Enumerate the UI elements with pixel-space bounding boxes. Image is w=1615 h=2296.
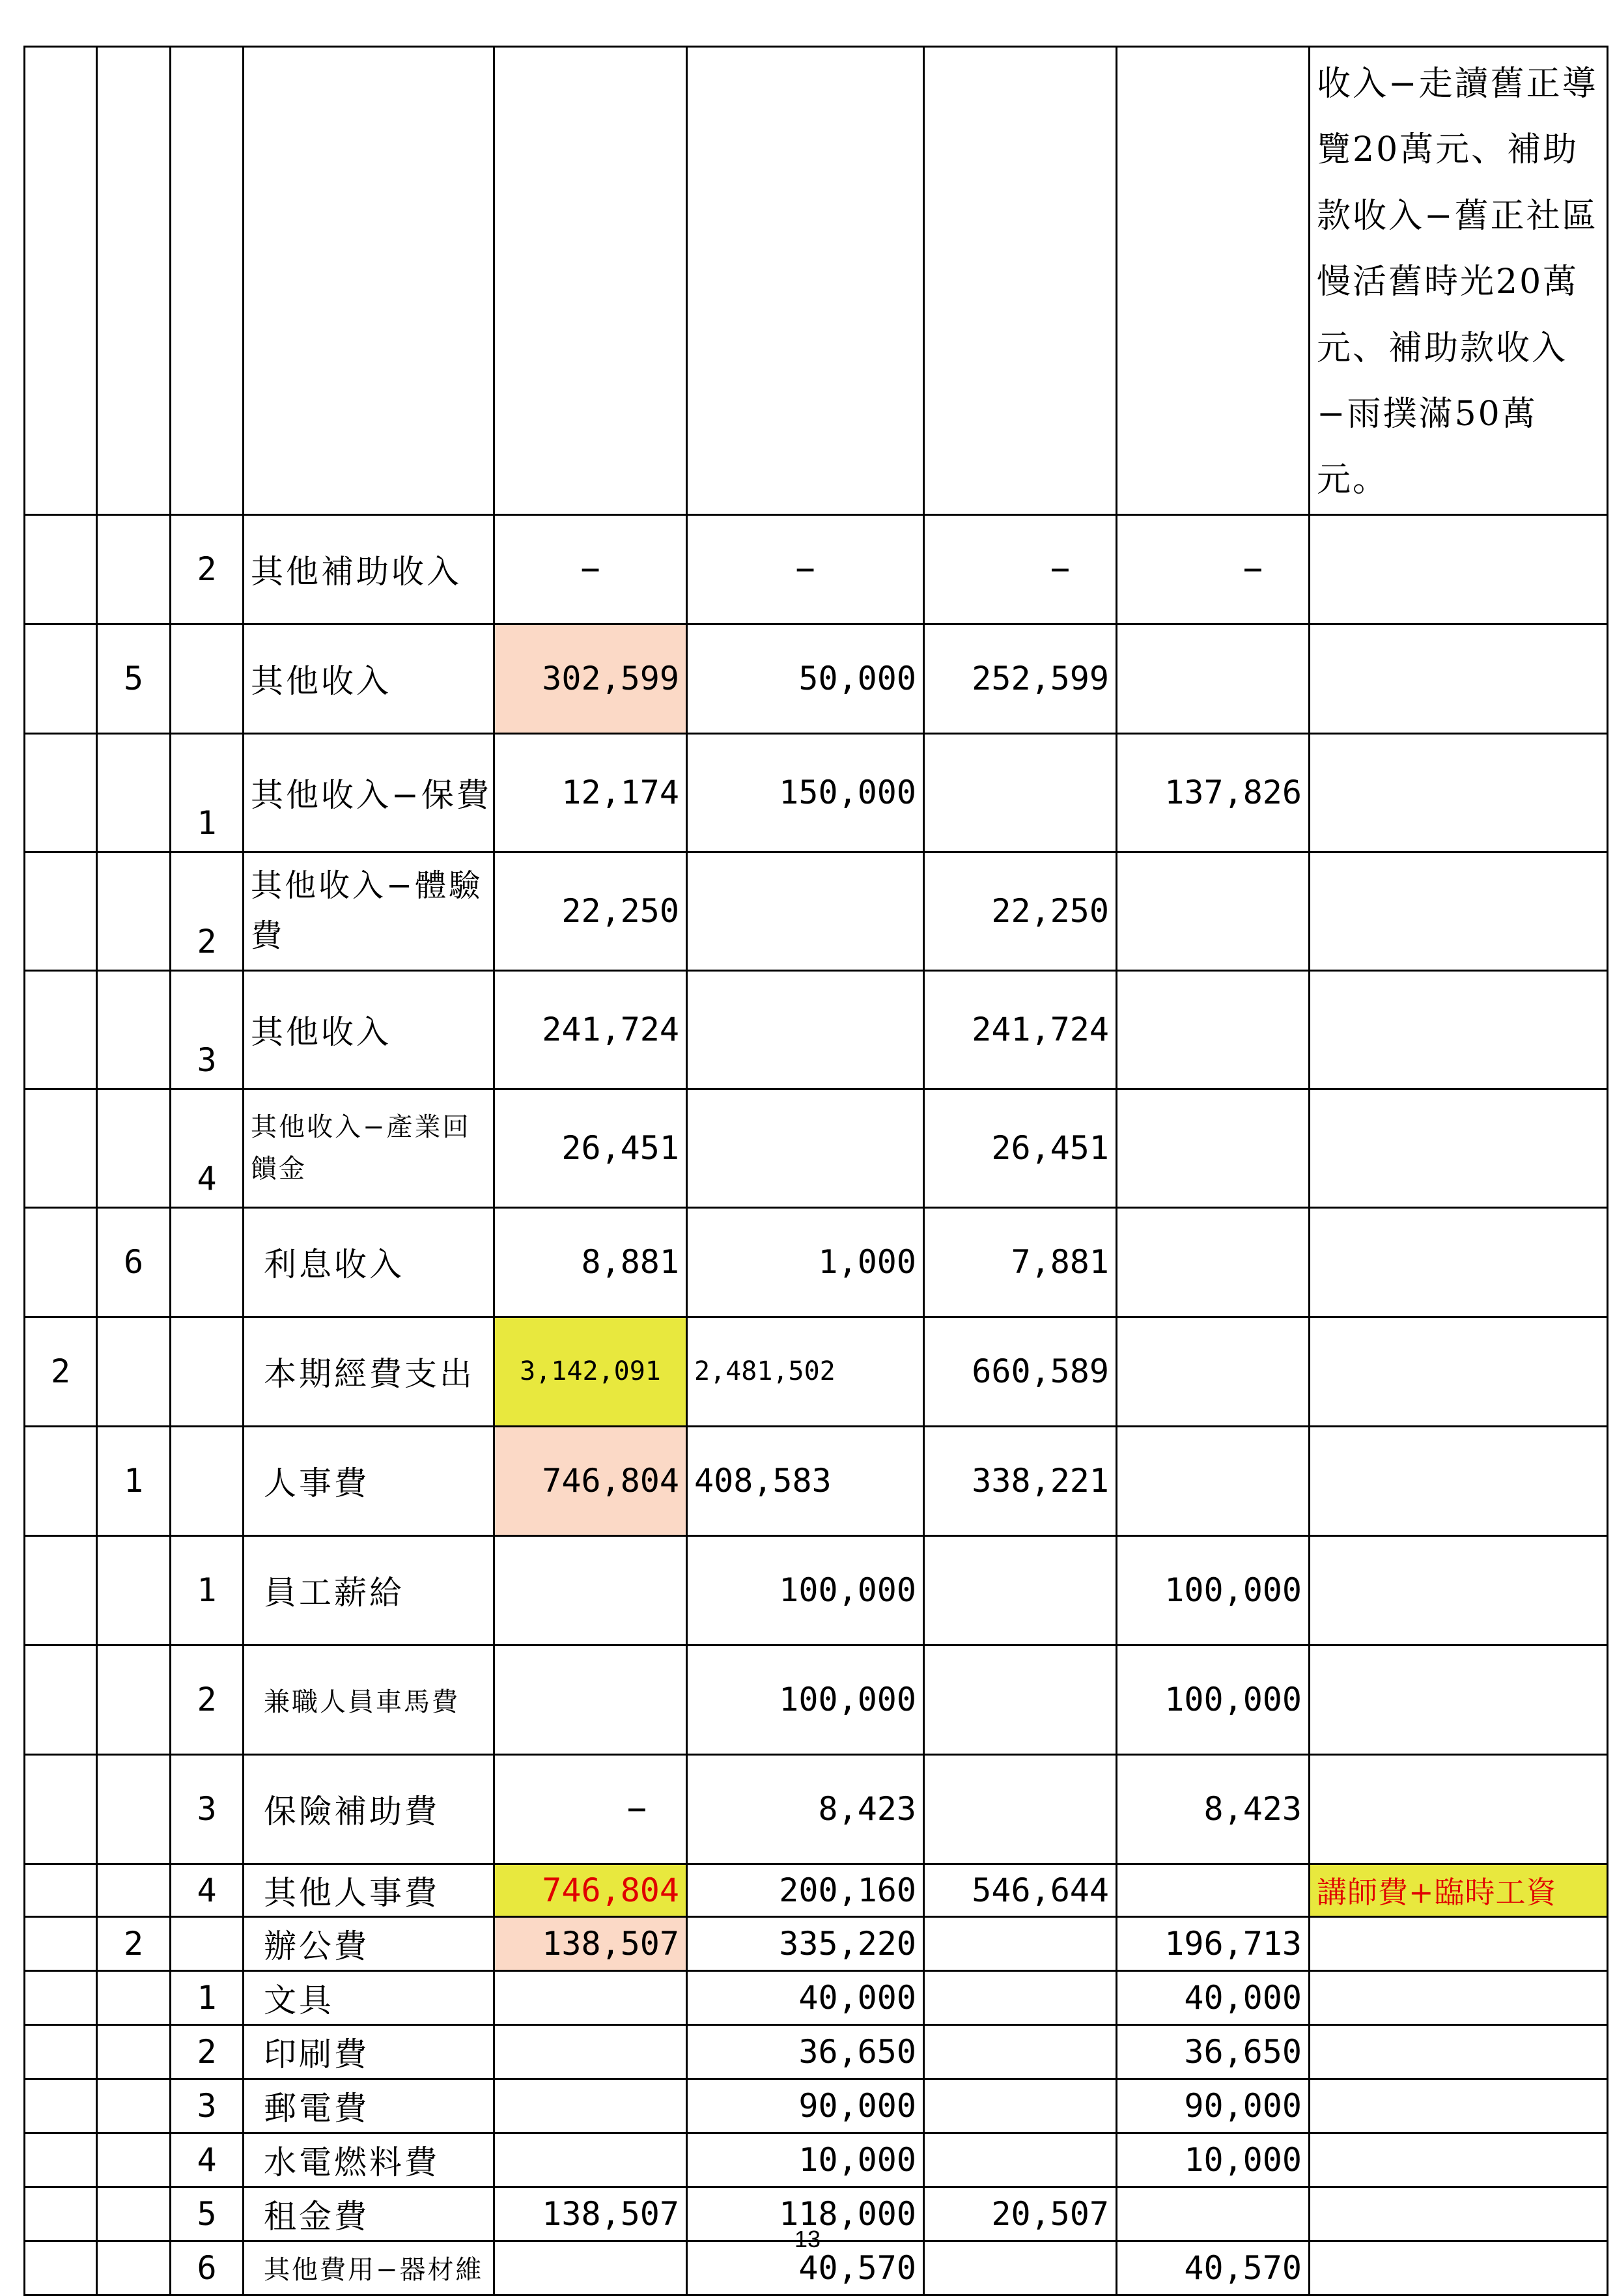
amount-cell: 338,221	[924, 1426, 1117, 1535]
level2-cell	[97, 514, 171, 624]
amount-cell	[494, 2133, 687, 2187]
item-name-cell: 文具	[244, 1970, 494, 2024]
level3-cell	[171, 1317, 244, 1426]
amount-cell: 40,570	[687, 2241, 924, 2295]
note-cell	[1310, 2133, 1608, 2187]
item-name-cell: 其他收入−產業回饋金	[244, 1089, 494, 1207]
amount-cell	[1117, 970, 1310, 1089]
amount-cell: 3,142,091	[494, 1317, 687, 1426]
item-name-cell: 其他補助收入	[244, 514, 494, 624]
level2-cell	[97, 2079, 171, 2133]
amount-cell: 100,000	[687, 1645, 924, 1754]
level2-cell	[97, 733, 171, 852]
amount-cell: 10,000	[1117, 2133, 1310, 2187]
note-cell	[1310, 733, 1608, 852]
item-name-cell: 其他收入	[244, 970, 494, 1089]
amount-cell: 746,804	[494, 1426, 687, 1535]
amount-cell: 118,000	[687, 2187, 924, 2241]
level1-cell	[25, 970, 97, 1089]
amount-cell	[924, 2024, 1117, 2079]
amount-cell	[1117, 852, 1310, 970]
amount-cell	[924, 1970, 1117, 2024]
level3-cell: 5	[171, 2187, 244, 2241]
level2-cell	[97, 2133, 171, 2187]
level2-cell	[97, 852, 171, 970]
item-name-cell	[244, 47, 494, 515]
table-row	[25, 624, 1608, 733]
amount-cell: 36,650	[1117, 2024, 1310, 2079]
level3-cell: 4	[171, 2133, 244, 2187]
amount-cell	[924, 1754, 1117, 1864]
amount-cell: 10,000	[687, 2133, 924, 2187]
amount-cell: 22,250	[494, 852, 687, 970]
level3-cell: 2	[171, 1645, 244, 1754]
level1-cell	[25, 1207, 97, 1317]
amount-cell	[687, 1089, 924, 1207]
level3-cell	[171, 624, 244, 733]
level3-cell: 1	[171, 733, 244, 852]
note-cell	[1310, 970, 1608, 1089]
level3-cell: 6	[171, 2241, 244, 2295]
table-row	[25, 1864, 1608, 1916]
amount-cell	[924, 47, 1117, 515]
item-name-cell: 兼職人員車馬費	[244, 1645, 494, 1754]
item-name-cell: 其他收入−體驗費	[244, 852, 494, 970]
item-name-cell: 印刷費	[244, 2024, 494, 2079]
level1-cell	[25, 47, 97, 515]
amount-cell	[687, 47, 924, 515]
amount-cell	[1117, 1207, 1310, 1317]
amount-cell: 746,804	[494, 1864, 687, 1916]
note-cell	[1310, 624, 1608, 733]
level1-cell	[25, 1426, 97, 1535]
amount-cell: −	[494, 1754, 687, 1864]
amount-cell: 100,000	[687, 1535, 924, 1645]
amount-cell	[924, 1645, 1117, 1754]
amount-cell: 408,583	[687, 1426, 924, 1535]
note-cell	[1310, 1207, 1608, 1317]
amount-cell: 100,000	[1117, 1535, 1310, 1645]
level2-cell	[97, 1089, 171, 1207]
amount-cell	[494, 2024, 687, 2079]
amount-cell: 40,000	[687, 1970, 924, 2024]
table-row	[25, 970, 1608, 1089]
amount-cell: 26,451	[494, 1089, 687, 1207]
level2-cell	[97, 970, 171, 1089]
item-name-cell: 郵電費	[244, 2079, 494, 2133]
table-row	[25, 1645, 1608, 1754]
amount-cell	[1117, 1089, 1310, 1207]
table-row	[25, 514, 1608, 624]
amount-cell: −	[687, 514, 924, 624]
amount-cell: 335,220	[687, 1916, 924, 1970]
level3-cell: 4	[171, 1089, 244, 1207]
amount-cell	[494, 1645, 687, 1754]
amount-cell	[494, 1535, 687, 1645]
level2-cell	[97, 1864, 171, 1916]
table-row	[25, 1426, 1608, 1535]
amount-cell: 100,000	[1117, 1645, 1310, 1754]
table-row	[25, 2079, 1608, 2133]
table-row	[25, 1754, 1608, 1864]
level3-cell: 1	[171, 1535, 244, 1645]
amount-cell: 8,881	[494, 1207, 687, 1317]
level2-cell	[97, 1754, 171, 1864]
table-row	[25, 1317, 1608, 1426]
level2-cell: 6	[97, 1207, 171, 1317]
amount-cell: −	[924, 514, 1117, 624]
amount-cell: 50,000	[687, 624, 924, 733]
table-row	[25, 1916, 1608, 1970]
amount-cell: 40,000	[1117, 1970, 1310, 2024]
level3-cell: 2	[171, 514, 244, 624]
level2-cell	[97, 1645, 171, 1754]
table-row	[25, 1970, 1608, 2024]
note-cell	[1310, 852, 1608, 970]
item-name-cell: 利息收入	[244, 1207, 494, 1317]
amount-cell: 90,000	[687, 2079, 924, 2133]
level2-cell: 2	[97, 1916, 171, 1970]
level3-cell	[171, 47, 244, 515]
table-row	[25, 2024, 1608, 2079]
amount-cell: −	[1117, 514, 1310, 624]
amount-cell	[1117, 1864, 1310, 1916]
level1-cell	[25, 1864, 97, 1916]
note-cell	[1310, 2024, 1608, 2079]
amount-cell: 8,423	[687, 1754, 924, 1864]
table-row	[25, 733, 1608, 852]
note-cell	[1310, 1426, 1608, 1535]
amount-cell	[687, 970, 924, 1089]
level1-cell: 2	[25, 1317, 97, 1426]
amount-cell: 302,599	[494, 624, 687, 733]
level3-cell	[171, 1426, 244, 1535]
amount-cell	[494, 47, 687, 515]
amount-cell	[924, 2133, 1117, 2187]
amount-cell: 660,589	[924, 1317, 1117, 1426]
table-row-continued	[25, 47, 1608, 515]
table-row	[25, 1535, 1608, 1645]
amount-cell	[924, 1916, 1117, 1970]
amount-cell: 26,451	[924, 1089, 1117, 1207]
amount-cell	[687, 852, 924, 970]
amount-cell: 90,000	[1117, 2079, 1310, 2133]
amount-cell: 1,000	[687, 1207, 924, 1317]
amount-cell	[924, 2079, 1117, 2133]
level2-cell	[97, 2024, 171, 2079]
level1-cell	[25, 1916, 97, 1970]
level1-cell	[25, 514, 97, 624]
level2-cell: 5	[97, 624, 171, 733]
level1-cell	[25, 2133, 97, 2187]
amount-cell: 22,250	[924, 852, 1117, 970]
note-cell	[1310, 1754, 1608, 1864]
item-name-cell: 人事費	[244, 1426, 494, 1535]
level1-cell	[25, 1970, 97, 2024]
note-cell	[1310, 514, 1608, 624]
item-name-cell: 其他收入−保費	[244, 733, 494, 852]
level3-cell: 3	[171, 2079, 244, 2133]
level2-cell: 1	[97, 1426, 171, 1535]
note-cell: 講師費+臨時工資	[1310, 1864, 1608, 1916]
item-name-cell: 其他費用−器材維	[244, 2241, 494, 2295]
amount-cell: 196,713	[1117, 1916, 1310, 1970]
level1-cell	[25, 1089, 97, 1207]
level1-cell	[25, 733, 97, 852]
amount-cell: 252,599	[924, 624, 1117, 733]
level1-cell	[25, 1535, 97, 1645]
level1-cell	[25, 852, 97, 970]
note-cell	[1310, 1317, 1608, 1426]
amount-cell: 40,570	[1117, 2241, 1310, 2295]
amount-cell: 137,826	[1117, 733, 1310, 852]
table-row	[25, 1089, 1608, 1207]
amount-cell: 36,650	[687, 2024, 924, 2079]
amount-cell: −	[494, 514, 687, 624]
level3-cell: 1	[171, 1970, 244, 2024]
amount-cell	[494, 1970, 687, 2024]
level1-cell	[25, 1645, 97, 1754]
item-name-cell: 保險補助費	[244, 1754, 494, 1864]
note-cell	[1310, 2079, 1608, 2133]
amount-cell	[1117, 1426, 1310, 1535]
level3-cell	[171, 1916, 244, 1970]
level3-cell	[171, 1207, 244, 1317]
table-row	[25, 852, 1608, 970]
amount-cell	[924, 733, 1117, 852]
level2-cell	[97, 1970, 171, 2024]
note-cell	[1310, 1916, 1608, 1970]
note-cell	[1310, 1645, 1608, 1754]
table-row	[25, 2133, 1608, 2187]
item-name-cell: 水電燃料費	[244, 2133, 494, 2187]
level1-cell	[25, 624, 97, 733]
amount-cell: 2,481,502	[687, 1317, 924, 1426]
note-cell	[1310, 1970, 1608, 2024]
item-name-cell: 其他人事費	[244, 1864, 494, 1916]
amount-cell: 12,174	[494, 733, 687, 852]
item-name-cell: 員工薪給	[244, 1535, 494, 1645]
amount-cell: 138,507	[494, 1916, 687, 1970]
table-row	[25, 1207, 1608, 1317]
page-number: 13	[794, 2226, 821, 2252]
amount-cell	[494, 2079, 687, 2133]
amount-cell	[924, 1535, 1117, 1645]
amount-cell	[1117, 47, 1310, 515]
note-cell	[1310, 1089, 1608, 1207]
amount-cell: 241,724	[924, 970, 1117, 1089]
level3-cell: 4	[171, 1864, 244, 1916]
budget-table	[23, 46, 1608, 2296]
level3-cell: 3	[171, 1754, 244, 1864]
note-cell	[1310, 1535, 1608, 1645]
amount-cell: 138,507	[494, 2187, 687, 2241]
level2-cell	[97, 47, 171, 515]
level2-cell	[97, 1317, 171, 1426]
level2-cell	[97, 1535, 171, 1645]
level3-cell: 2	[171, 2024, 244, 2079]
amount-cell: 8,423	[1117, 1754, 1310, 1864]
amount-cell: 546,644	[924, 1864, 1117, 1916]
amount-cell	[1117, 1317, 1310, 1426]
level3-cell: 3	[171, 970, 244, 1089]
level1-cell	[25, 2024, 97, 2079]
amount-cell: 200,160	[687, 1864, 924, 1916]
amount-cell	[1117, 624, 1310, 733]
level1-cell	[25, 2079, 97, 2133]
item-name-cell: 本期經費支出	[244, 1317, 494, 1426]
item-name-cell: 租金費	[244, 2187, 494, 2241]
item-name-cell: 其他收入	[244, 624, 494, 733]
amount-cell: 20,507	[924, 2187, 1117, 2241]
item-name-cell: 辦公費	[244, 1916, 494, 1970]
amount-cell: 150,000	[687, 733, 924, 852]
amount-cell: 241,724	[494, 970, 687, 1089]
note-cell: 收入−走讀舊正導覽20萬元、補助款收入−舊正社區慢活舊時光20萬元、補助款收入−雨撲滿50萬元。	[1310, 47, 1608, 515]
level3-cell: 2	[171, 852, 244, 970]
amount-cell: 7,881	[924, 1207, 1117, 1317]
level1-cell	[25, 1754, 97, 1864]
